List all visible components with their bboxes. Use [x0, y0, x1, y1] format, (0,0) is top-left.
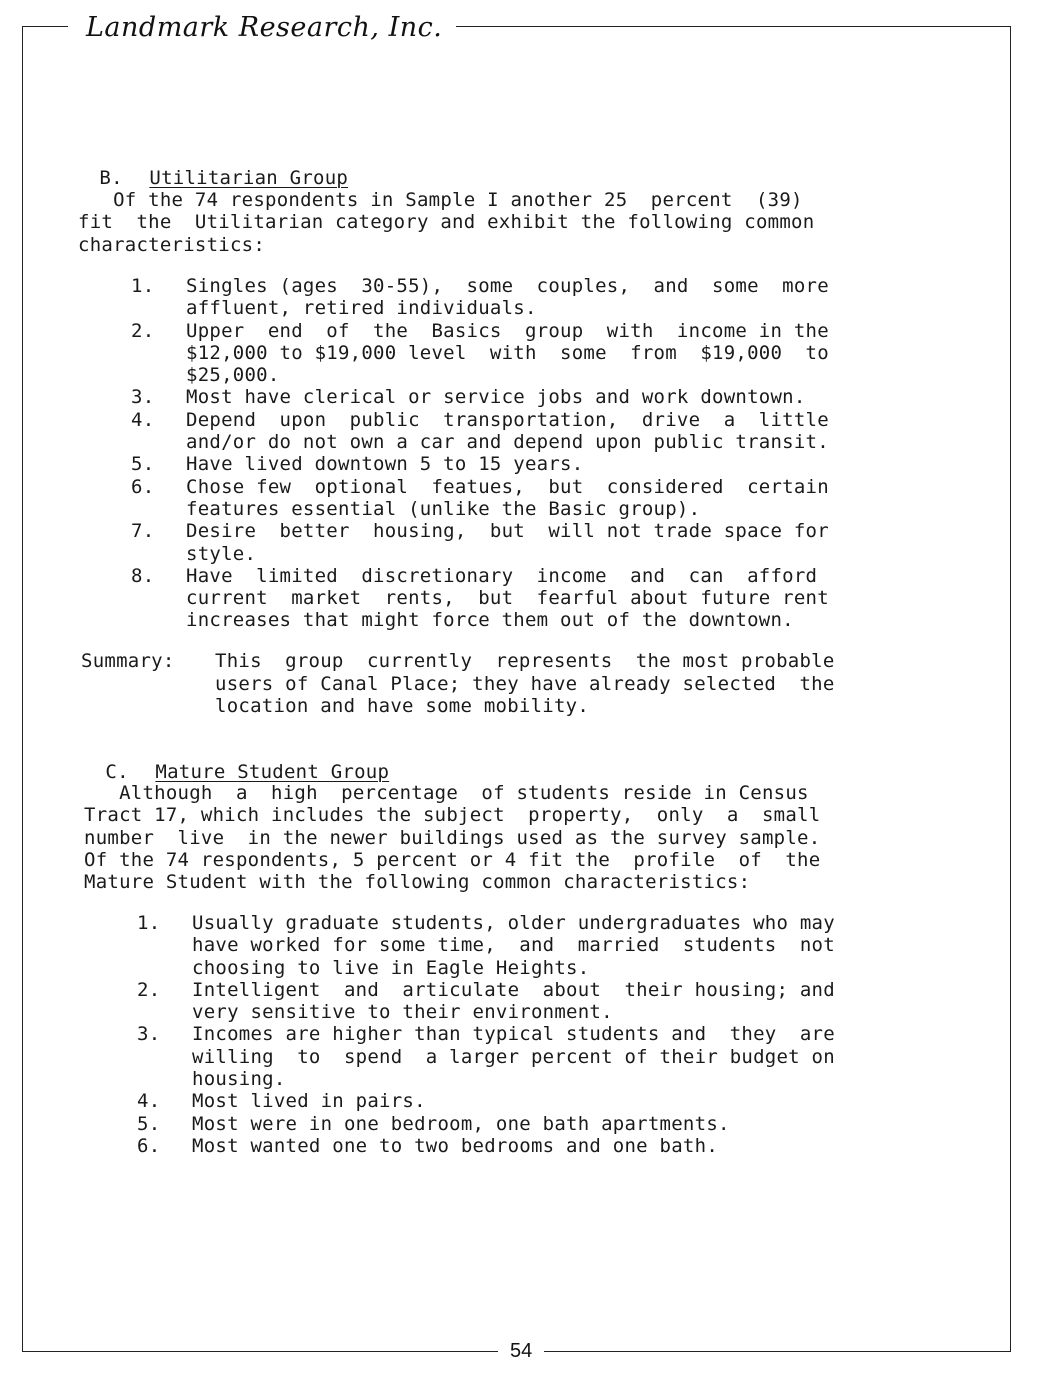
- section-b-intro: Of the 74 respondents in Sample I another 25 percent (39) fit the Utilitarian category and exhibit the following common characteristics:: [78, 189, 815, 256]
- list-item-text: Depend upon public transportation, drive a little and/or do not own a car and depend upon public transit.: [186, 408, 829, 454]
- list-item-text: Chose few optional featues, but considered certain features essential (unlike the Basic group).: [186, 475, 829, 520]
- list-item-number: 5.: [137, 1112, 161, 1135]
- list-item-number: 4.: [137, 1090, 161, 1113]
- list-item-number: 2.: [131, 319, 155, 342]
- list-item: [137, 1135, 835, 1157]
- list-item-number: 4.: [131, 408, 155, 431]
- list-item: [131, 386, 829, 408]
- list-item-text: Singles (ages 30-55), some couples, and some more affluent, retired individuals.: [186, 275, 829, 320]
- list-item-text: Have lived downtown 5 to 15 years.: [186, 453, 584, 476]
- list-item: [137, 1023, 835, 1090]
- list-item-number: 6.: [137, 1134, 161, 1157]
- summary-text: This group currently represents the most probable users of Canal Place; they have already selected the location and have some mobility.: [215, 650, 835, 717]
- list-item: [131, 565, 829, 632]
- list-item: [137, 1113, 835, 1135]
- section-c-intro: Although a high percentage of students reside in Census Tract 17, which includes the subject property, only a small number live in the newer buildings used as the survey sample. Of the 74 respondents, 5 percent or 4 fit the profile of the Mature Student with the following common characteristics:: [84, 782, 821, 894]
- list-item-number: 6.: [131, 475, 155, 498]
- section-b-list: [131, 275, 829, 632]
- list-item: [137, 979, 835, 1024]
- list-item-number: 5.: [131, 453, 155, 476]
- list-item-number: 1.: [131, 275, 155, 297]
- list-item-text: Usually graduate students, older undergraduates who may have worked for some time, and married students not choosing to live in Eagle Heights.: [192, 912, 835, 979]
- list-item-text: Intelligent and articulate about their housing; and very sensitive to their environment.: [192, 978, 835, 1024]
- section-b-heading: [76, 145, 348, 189]
- list-item: [131, 275, 829, 320]
- list-item-text: Have limited discretionary income and can afford current market rents, but fearful about future rent increases that might force them out of the downtown.: [186, 564, 829, 632]
- list-item: [137, 912, 835, 979]
- list-item-text: Most lived in pairs.: [192, 1090, 426, 1113]
- list-item-number: 3.: [131, 386, 155, 409]
- company-logo: Landmark Research, Inc.: [68, 14, 456, 42]
- list-item-text: Desire better housing, but will not trade space for style.: [186, 520, 829, 565]
- list-item-text: Incomes are higher than typical students and they are willing to spend a larger percent of their budget on housing.: [192, 1023, 835, 1091]
- list-item-number: 2.: [137, 978, 161, 1001]
- summary-label: Summary:: [81, 650, 175, 672]
- list-item: [137, 1090, 835, 1112]
- page-number: 54: [498, 1338, 544, 1364]
- list-item-number: 3.: [137, 1023, 161, 1046]
- list-item-text: Most have clerical or service jobs and work downtown.: [186, 386, 806, 409]
- list-item: [131, 476, 829, 521]
- list-item: [131, 520, 829, 565]
- section-c-heading: [82, 739, 389, 783]
- section-b-label: B.: [99, 167, 123, 189]
- list-item: [131, 409, 829, 454]
- list-item-text: Upper end of the Basics group with income in the $12,000 to $19,000 level with some from $19,000 to $25,000.: [186, 319, 829, 387]
- section-b-summary: [81, 650, 941, 720]
- list-item-text: Most were in one bedroom, one bath apartments.: [192, 1112, 730, 1135]
- section-c-label: C.: [105, 761, 129, 783]
- list-item: [131, 453, 829, 475]
- section-c-title: Mature Student Group: [155, 761, 390, 783]
- section-b-title: Utilitarian Group: [149, 167, 349, 189]
- list-item-text: Most wanted one to two bedrooms and one bath.: [192, 1134, 719, 1157]
- list-item-number: 8.: [131, 564, 155, 587]
- list-item-number: 7.: [131, 520, 155, 543]
- list-item-number: 1.: [137, 912, 161, 934]
- section-c-list: [137, 912, 835, 1157]
- list-item: [131, 320, 829, 387]
